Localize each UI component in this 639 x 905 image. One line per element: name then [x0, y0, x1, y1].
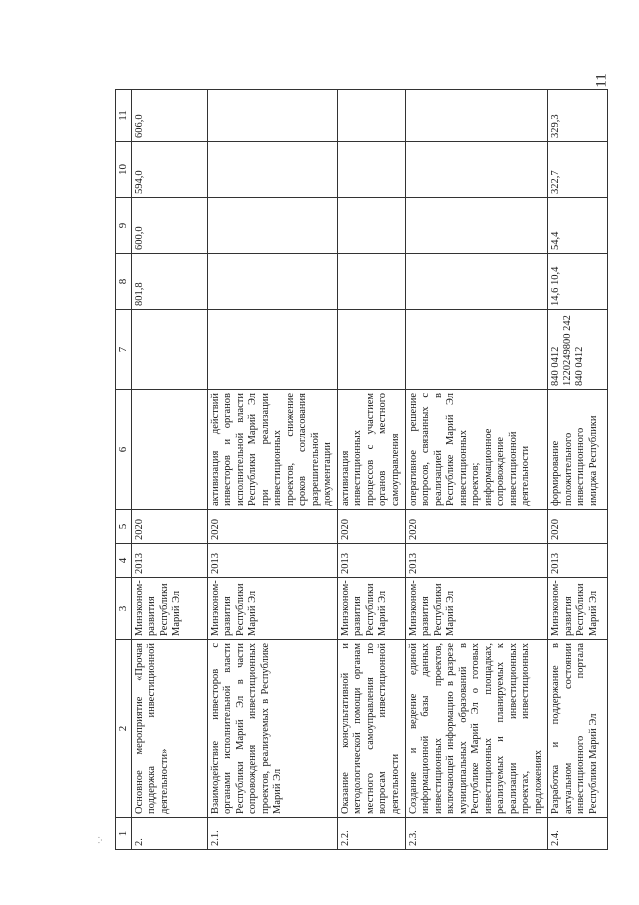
end-year: 2020 — [405, 510, 548, 544]
budget-code: 840 0412 1220249800 242 840 0412 — [548, 310, 608, 390]
value-col-11 — [207, 90, 337, 142]
executor: Минэконом-развития Республики Марий Эл — [207, 578, 337, 640]
value-col-9 — [207, 198, 337, 254]
end-year: 2020 — [548, 510, 608, 544]
value-col-11: 606,0 — [131, 90, 207, 142]
row-number: 2.4. — [548, 818, 608, 850]
col-number: 6 — [116, 390, 132, 510]
table-row — [337, 90, 405, 850]
col-number: 9 — [116, 198, 132, 254]
value-col-8: 14,6 10,4 — [548, 254, 608, 310]
expected-result: активизация действий инвесторов и органов исполнительной власти Республики Марий Эл при реализации инвестиционных проектов, снижение сроков согласования разрешительной документации — [207, 390, 337, 510]
value-col-10: 322,7 — [548, 142, 608, 198]
value-col-10 — [405, 142, 548, 198]
table-row — [131, 90, 207, 850]
page-number: 11 — [593, 73, 610, 88]
row-number: 2.1. — [207, 818, 337, 850]
value-col-10: 594,0 — [131, 142, 207, 198]
executor: Минэконом-развития Республики Марий Эл — [405, 578, 548, 640]
budget-code — [405, 310, 548, 390]
col-number: 3 — [116, 578, 132, 640]
start-year: 2013 — [131, 544, 207, 578]
column-number-row — [116, 90, 132, 850]
value-col-11 — [337, 90, 405, 142]
budget-code — [207, 310, 337, 390]
col-number: 7 — [116, 310, 132, 390]
col-number: 2 — [116, 640, 132, 818]
table-row — [207, 90, 337, 850]
value-col-11 — [405, 90, 548, 142]
measure-name: Создание и ведение единой информационной базы данных инвестиционных проектов, включающей информацию в разрезе муниципальных образований в Республике Марий Эл о готовых инвестиционных площадках, реализуемых и планируемых к реализации инвестиционных проектах, инвестиционных предложениях — [405, 640, 548, 818]
value-col-10 — [337, 142, 405, 198]
row-number: 2.3. — [405, 818, 548, 850]
value-col-8: 801,8 — [131, 254, 207, 310]
value-col-10 — [207, 142, 337, 198]
expected-result: активизация инвестиционных процессов с участием органов местного самоуправления — [337, 390, 405, 510]
start-year: 2013 — [207, 544, 337, 578]
executor: Минэконом-развития Республики Марий Эл — [337, 578, 405, 640]
measure-name: Оказание консультативной и методологической помощи органам местного самоуправления по вопросам инвестиционной деятельности — [337, 640, 405, 818]
start-year: 2013 — [337, 544, 405, 578]
start-year: 2013 — [548, 544, 608, 578]
value-col-9 — [337, 198, 405, 254]
end-year: 2020 — [207, 510, 337, 544]
executor: Минэконом-развития Республики Марий Эл — [131, 578, 207, 640]
col-number: 11 — [116, 90, 132, 142]
col-number: 8 — [116, 254, 132, 310]
expected-result: формирование положительного инвестиционного имиджа Республики — [548, 390, 608, 510]
rotated-page — [115, 90, 610, 850]
value-col-9: 600,0 — [131, 198, 207, 254]
scan-mark: ·.· — [94, 835, 105, 845]
table-row — [548, 90, 608, 850]
value-col-9 — [405, 198, 548, 254]
expected-result — [131, 390, 207, 510]
end-year: 2020 — [131, 510, 207, 544]
program-table — [115, 89, 608, 850]
expected-result: оперативное решение вопросов, связанных с реализацией в Республике Марий Эл инвестиционных проектов; информационное сопровождение инвестиционной деятельности — [405, 390, 548, 510]
table-row — [405, 90, 548, 850]
col-number: 10 — [116, 142, 132, 198]
col-number: 4 — [116, 544, 132, 578]
value-col-11: 329,3 — [548, 90, 608, 142]
measure-name: Основное мероприятие «Прочая поддержка инвестиционной деятельности» — [131, 640, 207, 818]
budget-code — [131, 310, 207, 390]
row-number: 2.2. — [337, 818, 405, 850]
value-col-8 — [207, 254, 337, 310]
value-col-8 — [405, 254, 548, 310]
col-number: 5 — [116, 510, 132, 544]
measure-name: Взаимодействие инвесторов с органами исполнительной власти Республики Марий Эл в части сопровождения инвестиционных проектов, реализуемых в Республике Марий Эл — [207, 640, 337, 818]
value-col-8 — [337, 254, 405, 310]
row-number: 2. — [131, 818, 207, 850]
budget-code — [337, 310, 405, 390]
executor: Минэконом-развития Республики Марий Эл — [548, 578, 608, 640]
end-year: 2020 — [337, 510, 405, 544]
col-number: 1 — [116, 818, 132, 850]
measure-name: Разработка и поддержание в актуальном состоянии инвестиционного портала Республики Марий Эл — [548, 640, 608, 818]
start-year: 2013 — [405, 544, 548, 578]
value-col-9: 54,4 — [548, 198, 608, 254]
